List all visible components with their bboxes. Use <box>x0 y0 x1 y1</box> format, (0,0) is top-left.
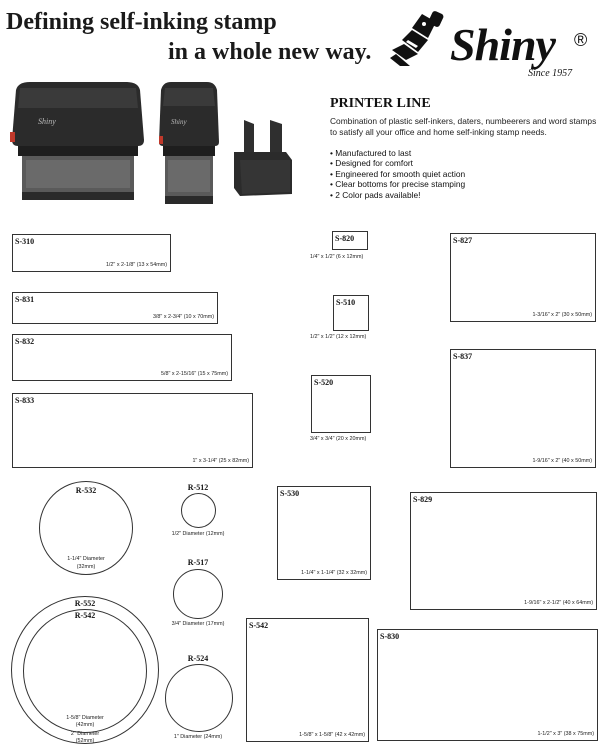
brand-wordmark: Shiny <box>450 19 555 70</box>
size-label-r-512: 1/2" Diameter (12mm) <box>171 531 225 537</box>
model-label: S-542 <box>249 621 269 630</box>
model-label: S-520 <box>314 378 334 387</box>
size-label-s-820: 1/4" x 1/2" (6 x 12mm) <box>310 254 364 260</box>
size-label: 3/8" x 2-3/4" (10 x 70mm) <box>152 313 214 320</box>
impression-r-532 <box>39 481 133 575</box>
model-label: S-530 <box>280 489 300 498</box>
size-label-s-510: 1/2" x 1/2" (12 x 12mm) <box>310 334 367 340</box>
impression-s-542 <box>246 618 369 742</box>
feature-list <box>330 148 598 200</box>
model-label: R-552 <box>74 599 96 608</box>
impression-s-837 <box>450 349 596 468</box>
impression-r-542 <box>23 609 147 733</box>
size-label: 1-1/2" x 3" (38 x 75mm) <box>537 730 594 737</box>
size-label-line-1: 1-1/4" Diameter <box>67 556 105 562</box>
size-label: 1" x 3-1/4" (25 x 82mm) <box>192 457 249 464</box>
model-label: S-310 <box>15 237 35 246</box>
svg-text:Shiny: Shiny <box>38 117 56 126</box>
refill-pad-holder-image <box>230 118 296 200</box>
model-label: S-827 <box>453 236 473 245</box>
impression-s-310 <box>12 234 171 272</box>
impression-s-827 <box>450 233 596 322</box>
model-label: S-833 <box>15 396 35 405</box>
size-label-s-520: 3/4" x 3/4" (20 x 20mm) <box>310 436 367 442</box>
size-label: 1-9/16" x 2" (40 x 50mm) <box>532 457 592 464</box>
model-label: S-831 <box>15 295 35 304</box>
size-label-line-2: (42mm) <box>75 722 95 728</box>
section-title: PRINTER LINE <box>330 96 431 111</box>
model-label: S-837 <box>453 352 473 361</box>
size-label-line-2: (32mm) <box>76 564 96 570</box>
size-label-line-1: 2" Diameter <box>70 731 100 737</box>
size-label-line-2: (52mm) <box>75 738 95 744</box>
size-label: 1/2" x 2-1/8" (13 x 54mm) <box>105 261 167 268</box>
model-label-r-524: R-524 <box>187 654 209 663</box>
model-label: R-532 <box>75 486 97 495</box>
model-label-r-517: R-517 <box>187 558 209 567</box>
svg-text:Shiny: Shiny <box>171 118 187 126</box>
impression-r-512 <box>181 493 216 528</box>
headline-line-2: in a whole new way. <box>168 39 372 65</box>
model-label: S-830 <box>380 632 400 641</box>
small-stamp-image <box>155 80 223 208</box>
headline-line-1: Defining self-inking stamp <box>6 9 277 35</box>
size-label: 5/8" x 2-15/16" (15 x 75mm) <box>160 370 228 377</box>
feature-item: • Designed for comfort <box>330 158 598 168</box>
model-label: S-510 <box>336 298 356 307</box>
size-label-r-517: 3/4" Diameter (17mm) <box>171 621 225 627</box>
intro-description: Combination of plastic self-inkers, daters, numbeerers and word stamps to satisfy all your office and home self-inking stamp needs. <box>330 116 597 137</box>
size-label-r-524: 1" Diameter (24mm) <box>173 734 223 740</box>
since-year: Since 1957 <box>528 68 573 79</box>
model-label: R-542 <box>74 611 96 620</box>
registered-mark: ® <box>574 30 588 50</box>
size-label: 1-9/16" x 2-1/2" (40 x 64mm) <box>524 599 593 606</box>
impression-r-524 <box>165 664 233 732</box>
model-label: S-829 <box>413 495 433 504</box>
model-label-r-512: R-512 <box>187 483 209 492</box>
size-label: 1-5/8" x 1-5/8" (42 x 42mm) <box>299 731 365 738</box>
feature-item: • Engineered for smooth quiet action <box>330 169 598 179</box>
feature-item: • Manufactured to last <box>330 148 598 158</box>
impression-s-530 <box>277 486 371 580</box>
large-stamp-image <box>8 80 148 208</box>
impression-s-829 <box>410 492 597 610</box>
feature-item: • Clear bottoms for precise stamping <box>330 179 598 189</box>
impression-s-832 <box>12 334 232 381</box>
size-label: 1-1/4" x 1-1/4" (32 x 32mm) <box>301 569 367 576</box>
model-label: S-832 <box>15 337 35 346</box>
impression-s-820 <box>332 231 368 250</box>
impression-s-830 <box>377 629 598 741</box>
impression-s-520 <box>311 375 371 433</box>
size-label: 1-3/16" x 2" (30 x 50mm) <box>532 311 592 318</box>
impression-s-833 <box>12 393 253 468</box>
impression-s-510 <box>333 295 369 331</box>
model-label: S-820 <box>335 234 355 243</box>
size-label-line-1: 1-5/8" Diameter <box>66 715 104 721</box>
feature-item: • 2 Color pads available! <box>330 190 598 200</box>
impression-r-517 <box>173 569 223 619</box>
impression-s-831 <box>12 292 218 324</box>
